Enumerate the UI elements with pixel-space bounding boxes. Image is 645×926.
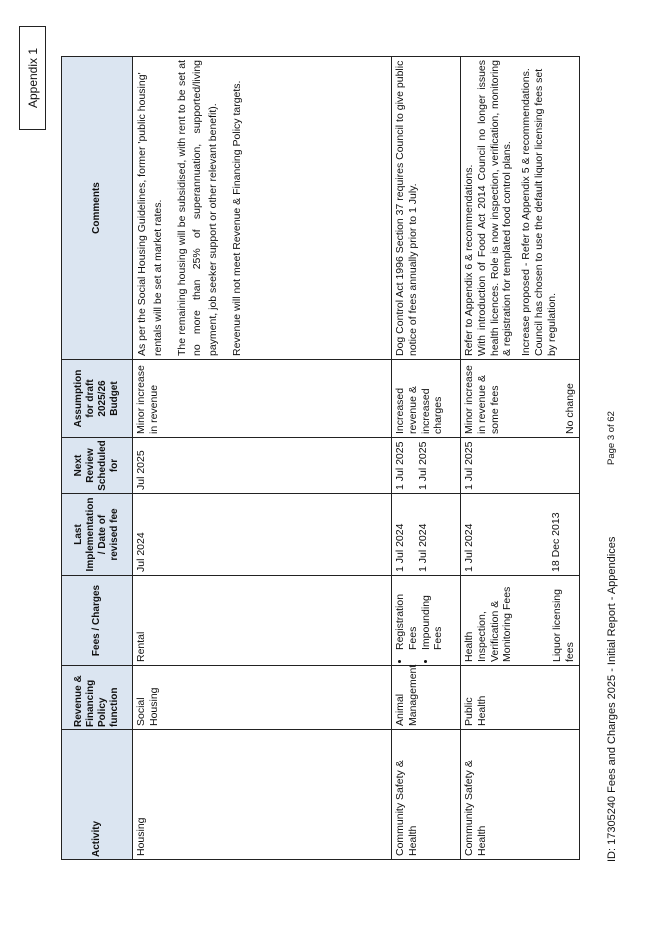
cell-comments: [133, 57, 392, 360]
cell-fees: [461, 576, 580, 666]
cell-rfp: Social Housing: [133, 666, 392, 730]
cell-assumption: Increased revenue & increased charges: [392, 360, 461, 438]
date-value: 1 Jul 2024: [394, 523, 406, 572]
list-item: • Registration Fees: [394, 579, 420, 650]
assumption-value: No change: [564, 383, 577, 434]
header-assumption: Assumption for draft 2025/26 Budget: [62, 360, 133, 438]
assumption-value: Minor increase in revenue & some fees: [463, 365, 501, 434]
cell-next: Jul 2025: [133, 438, 392, 494]
comment-paragraph: As per the Social Housing Guidelines, former 'public housing' rentals will be set at market rates.: [136, 72, 164, 356]
cell-activity: Housing: [133, 730, 392, 860]
comment-paragraph: Refer to Appendix 6 & recommendations.: [463, 164, 475, 356]
comment-paragraph: The remaining housing will be subsidised, with rent to be set at no more than 25% of superannuation, supported/living payment, job seeker support or other relevant benefit).: [175, 60, 219, 356]
cell-assumption: [461, 360, 580, 438]
cell-last: Jul 2024: [133, 494, 392, 576]
date-value: 1 Jul 2024: [463, 523, 475, 572]
date-value: 1 Jul 2025: [394, 441, 406, 490]
fees-list: [394, 579, 445, 662]
comment-paragraph: Revenue will not meet Revenue & Financing Policy targets.: [230, 80, 243, 356]
header-rfp: Revenue & Financing Policy function: [62, 666, 133, 730]
header-fees: Fees / Charges: [62, 576, 133, 666]
cell-comments: Dog Control Act 1996 Section 37 requires Council to give public notice of fees annually prior to 1 July.: [392, 57, 461, 360]
cell-fees: [392, 576, 461, 666]
cell-rfp: Animal Management: [392, 666, 461, 730]
date-value: 1 Jul 2025: [416, 441, 429, 490]
date-value: 18 Dec 2013: [550, 512, 563, 572]
table-header-row: [62, 57, 133, 860]
cell-activity: Community Safety & Health: [461, 730, 580, 860]
comment-paragraph: Council has chosen to use the default liquor licensing fees set by regulation.: [532, 68, 558, 356]
cell-next: [392, 438, 461, 494]
footer-page-number: Page 3 of 62: [606, 411, 617, 465]
table-row: [392, 57, 461, 860]
header-activity: Activity: [62, 730, 133, 860]
cell-rfp: Public Health: [461, 666, 580, 730]
table-row: [461, 57, 580, 860]
header-next: Next Review Scheduled for: [62, 438, 133, 494]
cell-last: [461, 494, 580, 576]
cell-activity: Community Safety & Health: [392, 730, 461, 860]
comment-paragraph: With introduction of Food Act 2014 Council no longer issues health licences. Role is now inspection, verification, monitoring & registration for templated food control plans.: [475, 60, 514, 356]
table-row: [133, 57, 392, 860]
fees-table: [61, 56, 580, 860]
date-value: 1 Jul 2024: [416, 523, 429, 572]
cell-fees: Rental: [133, 576, 392, 666]
cell-comments: [461, 57, 580, 360]
cell-next: 1 Jul 2025: [461, 438, 580, 494]
appendix-label: Appendix 1: [19, 26, 46, 130]
footer-document-id: ID: 17305240 Fees and Charges 2025 - Initial Report - Appendices: [606, 536, 618, 862]
cell-last: [392, 494, 461, 576]
fee-item: Health Inspection, Verification & Monitoring Fees: [463, 586, 514, 662]
list-item: • Impounding Fees: [420, 579, 446, 650]
header-last: Last Implementation / Date of revised fee: [62, 494, 133, 576]
comment-paragraph: Increase proposed - Refer to Appendix 5 & recommendations.: [520, 68, 533, 356]
header-comments: Comments: [62, 57, 133, 360]
cell-assumption: Minor increase in revenue: [133, 360, 392, 438]
fee-item: Liquor licensing fees: [551, 589, 577, 662]
